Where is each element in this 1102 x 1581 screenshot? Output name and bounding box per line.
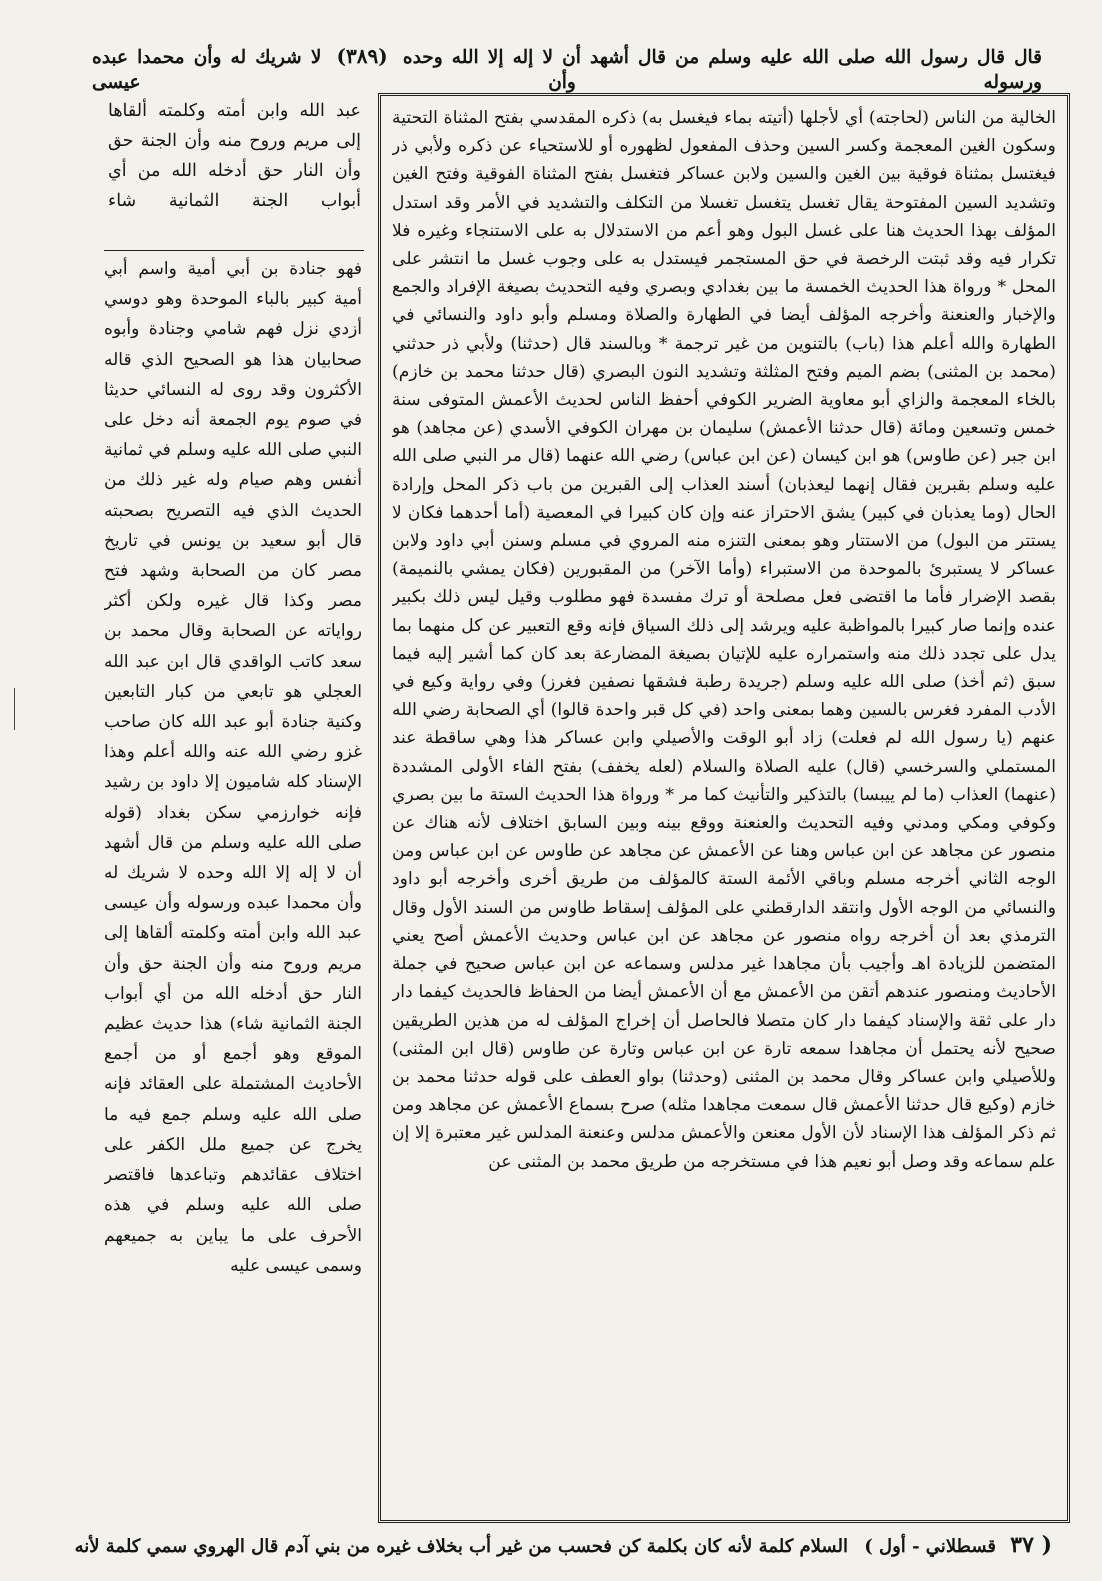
page-header: [92, 44, 1042, 94]
header-right-text: قال قال رسول الله صلى الله عليه وسلم من قال أشهد أن لا إله إلا الله وحده: [402, 47, 1042, 68]
signature-number: ( ٣٧: [1010, 1532, 1052, 1558]
book-signature: قسطلاني - أول ): [864, 1536, 996, 1557]
page-footer: [74, 1530, 1052, 1564]
header-left-text: لا شريك له وأن محمدا عبده ورسوله وأن عيسى: [92, 47, 1042, 93]
footer-continuation-text: السلام كلمة لأنه كان بكلمة كن فحسب من غير أب بخلاف غيره من بني آدم قال الهروي سمي كلمة لأنه: [74, 1536, 848, 1557]
main-commentary-text: الخالية من الناس (لحاجته) أي لأجلها (أتيته بماء فيغسل به) ذكره المقدسي بفتح المثناة التحتية وسكون الغين المعجمة وكسر السين وحذف المفعول لظهوره أو للاستحياء عن ذكره ولأبي ذر فيغتسل بمثناة فوقية بين الغين والسين ولابن عساكر فتغسل بفتح المثناة الفوقية وفتح الغين وتشديد السين المفتوحة يقال تغسل يتغسل تغسلا من التكلف والتشديد في الأمر وقد استدل المؤلف بهذا الحديث هنا على غسل البول وهو أعم من الاستدلال به على الاستنجاء وغيره فلا تكرار فيه وقد ثبتت الرخصة في حق المستجمر فيستدل به على وجوب غسل ما انتشر على المحل * ورواة هذا الحديث الخمسة ما بين بغدادي وبصري وفيه التحديث بصيغة الإفراد والجمع والإخبار والعنعنة وأخرجه المؤلف أيضا في الطهارة والصلاة ومسلم وأبو داود والنسائي في الطهارة والله أعلم هذا (باب) بالتنوين من غير ترجمة * وبالسند قال (حدثنا) ولأبي ذر حدثني (محمد بن المثنى) بضم الميم وفتح المثلثة وتشديد النون البصري (قال حدثنا محمد بن خازم) بالخاء المعجمة والزاي أبو معاوية الضرير الكوفي أحفظ الناس لحديث الأعمش المتوفى سنة خمس وتسعين ومائة (قال حدثنا الأعمش) سليمان بن مهران الكوفي الأسدي (عن مجاهد) هو ابن جبر (عن طاوس) هو ابن كيسان (عن ابن عباس) رضي الله عنهما (قال مر النبي صلى الله عليه وسلم بقبرين فقال إنهما ليعذبان) أسند العذاب إلى القبرين من باب ذكر المحل وإرادة الحال (وما يعذبان في كبير) يشق الاحتراز عنه وإن كان كبيرا في المعصية (أما أحدهما فكان لا يستتر من البول) من الاستتار وهو بمعنى التنزه منه المروي في مسلم وسنن أبي داود ولابن عساكر لا يستبرئ بالموحدة من الاستبراء (وأما الآخر) من المقبورين (فكان يمشي بالنميمة) بقصد الإضرار فأما ما اقتضى فعل مصلحة أو ترك مفسدة فهو مطلوب وقيل ليس ذلك بكبير عنده وإنما صار كبيرا بالمواظبة عليه ويرشد إلى ذلك السياق فإنه وقع التعبير عن كل منهما بما يدل على تجدد ذلك منه واستمراره عليه للإتيان بصيغة المضارعة بعد كان كما أشير إليه فيما سبق (ثم أخذ) صلى الله عليه وسلم (جريدة رطبة فشقها نصفين فغرز) وفي رواية وكيع في الأدب المفرد فغرس بالسين وهما بمعنى واحد (في كل قبر واحدة قالوا) أي الصحابة رضي الله عنهم (يا رسول الله لم فعلت) زاد أبو الوقت والأصيلي وابن عساكر هذا وهي ساقطة عند المستملي والسرخسي (قال) عليه الصلاة والسلام (لعله يخفف) بفتح الفاء الأولى المشددة (عنهما) العذاب (ما لم ييبسا) بالتذكير والتأنيث كما مر * ورواة هذا الحديث الستة ما بين بصري وكوفي ومكي ومدني وفيه التحديث والعنعنة ووقع بينه وبين السابق اختلاف لأنه هناك عن منصور عن مجاهد عن ابن عباس وهنا عن الأعمش عن مجاهد عن طاوس عن ابن عباس ومن الوجه الثاني أخرجه مسلم وباقي الأئمة الستة كالمؤلف من طريق أخرى وأخرجه أبو داود والنسائي من الوجه الأول وانتقد الدارقطني على المؤلف إسقاط طاوس من السند الأول وقال الترمذي بعد أن أخرجه رواه منصور عن مجاهد عن ابن عباس وحديث الأعمش أصح يعني المتضمن للزيادة اهـ وأجيب بأن مجاهدا غير مدلس وسماعه عن ابن عباس صحيح في جملة الأحاديث ومنصور عندهم أتقن من الأعمش مع أن الأعمش أيضا من الحفاظ فالحديث كيفما دار دار على ثقة والإسناد كيفما دار كان متصلا فالحاصل أن إخراج المؤلف له من هذين الطريقين صحيح لأنه يحتمل أن مجاهدا سمعه تارة عن ابن عباس وتارة عن طاوس (قال ابن المثنى) وللأصيلي وابن عساكر وقال محمد بن المثنى (وحدثنا) بواو العطف على قوله حدثنا محمد بن خازم (وكيع قال حدثنا الأعمش قال سمعت مجاهدا مثله) صرح بسماع الأعمش عن مجاهد ومن ثم ذكر المؤلف هذا الإسناد لأن الأول معنعن والأعمش مدلس وعنعنة المدلس غير معتبرة إلا إن علم سماعه وقد وصل أبو نعيم هذا في مستخرجه من طريق محمد بن المثنى عن: [392, 108, 1056, 1172]
margin-mark: [14, 688, 15, 730]
side-divider: [104, 250, 364, 251]
hadith-text-block: عبد الله وابن أمته وكلمته ألقاها إلى مريم وروح منه وأن الجنة حق وأن النار حق أدخله الله من أي أبواب الجنة الثمانية شاء: [108, 101, 361, 211]
page-number: (٣٨٩): [336, 44, 388, 68]
side-commentary-text: فهو جنادة بن أبي أمية واسم أبي أمية كبير بالباء الموحدة وهو دوسي أزدي نزل فهم شامي وجنادة وأبوه صحابيان هذا هو الصحيح الذي قاله الأكثرون وقد روى له النسائي حديثا في صوم يوم الجمعة أنه دخل على النبي صلى الله عليه وسلم في ثمانية أنفس وهم صيام وله غير ذلك من الحديث الذي فيه التصريح بصحبته قال أبو سعيد بن يونس في تاريخ مصر كان من الصحابة وشهد فتح مصر وكذا قال غيره ولكن أكثر رواياته عن الصحابة وقال محمد بن سعد كاتب الواقدي قال ابن عبد الله العجلي هو تابعي من كبار التابعين وكنية جنادة أبو عبد الله كان صاحب غزو رضي الله عنه والله أعلم وهذا الإسناد كله شاميون إلا داود بن رشيد فإنه خوارزمي سكن بغداد (قوله صلى الله عليه وسلم من قال أشهد أن لا إله إلا الله وحده لا شريك له وأن محمدا عبده ورسوله وأن عيسى عبد الله وابن أمته وكلمته ألقاها إلى مريم وروح منه وأن الجنة حق وأن النار حق أدخله الله من أي أبواب الجنة الثمانية شاء) هذا حديث عظيم الموقع وهو أجمع أو من أجمع الأحاديث المشتملة على العقائد فإنه صلى الله عليه وسلم جمع فيه ما يخرج عن جميع ملل الكفر على اختلاف عقائدهم وتباعدها فاقتصر صلى الله عليه وسلم في هذه الأحرف على ما يباين به جميعهم وسمى عيسى عليه: [104, 259, 362, 1276]
